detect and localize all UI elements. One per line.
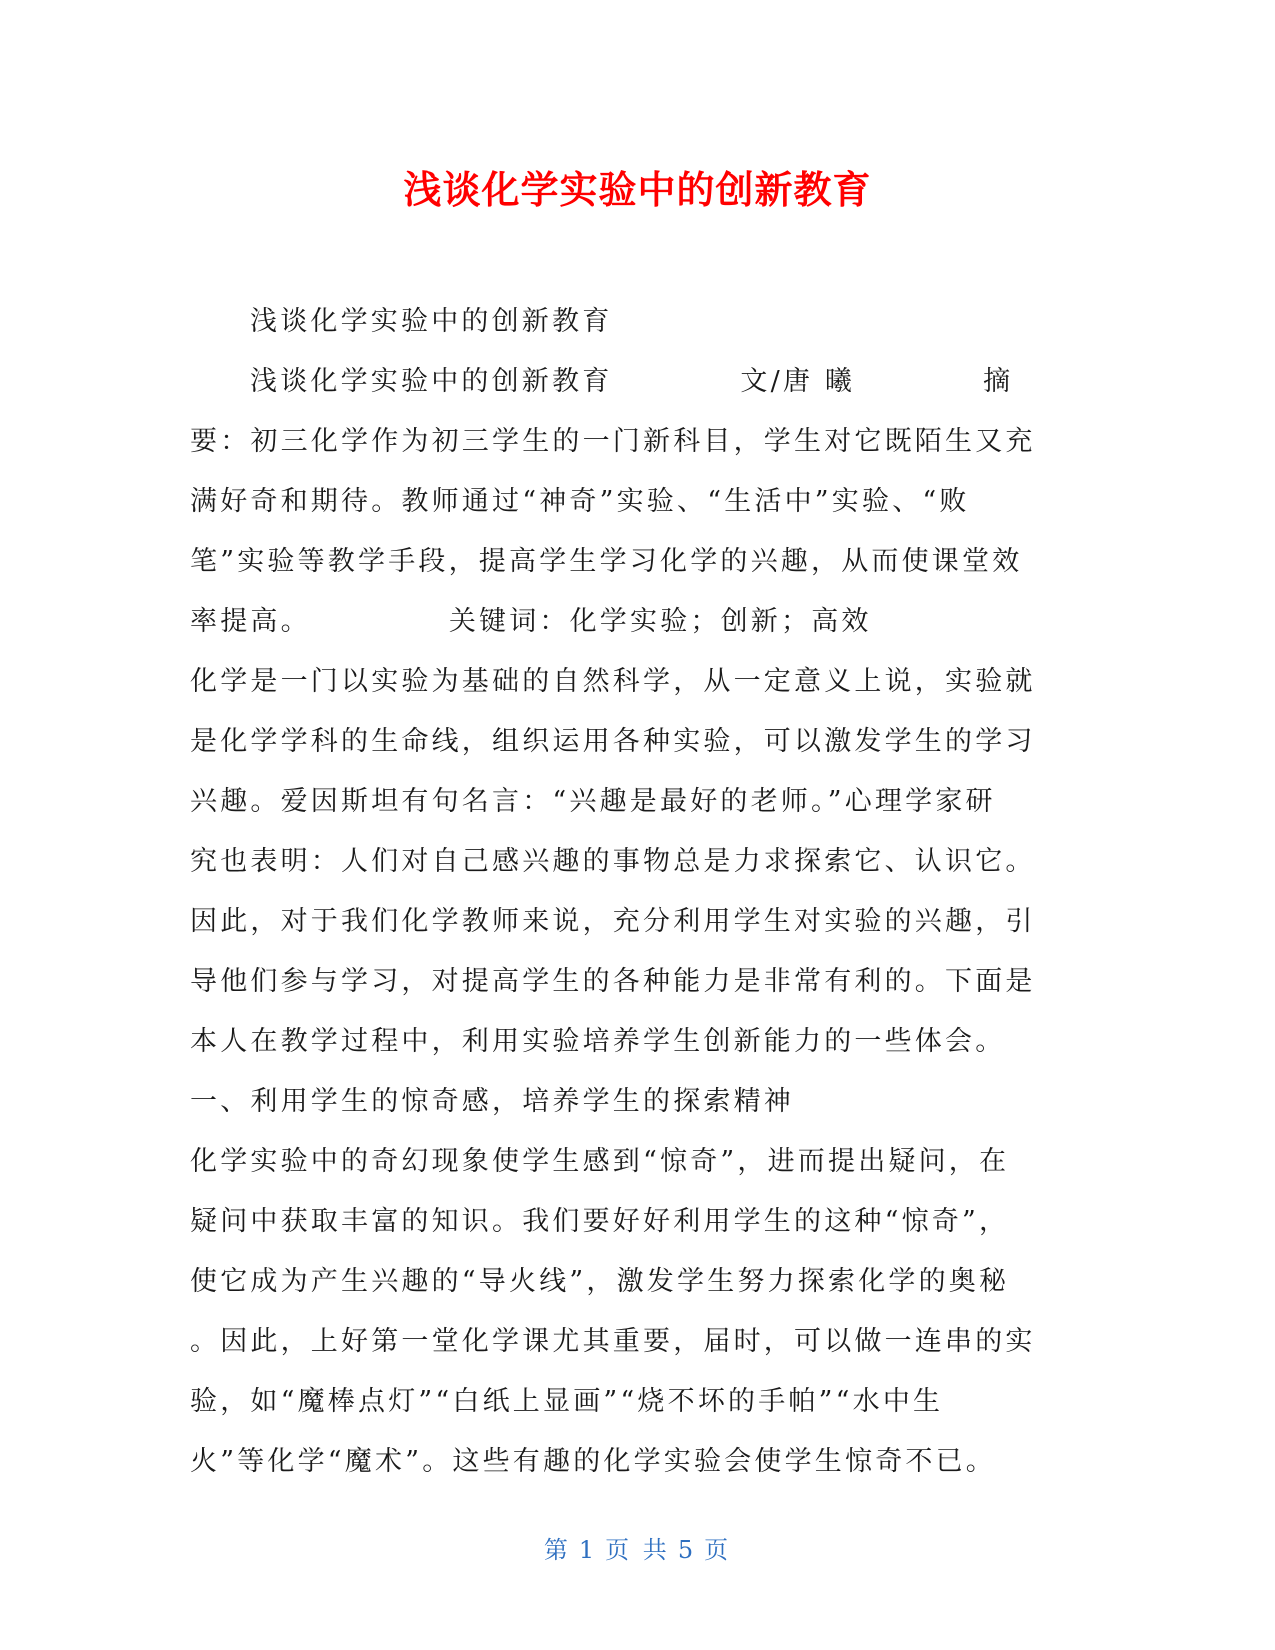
body-line-2 bbox=[190, 352, 1058, 412]
page-label-prefix: 第 bbox=[543, 1536, 571, 1564]
body-line-10: 究也表明：人们对自己感兴趣的事物总是力求探索它、认识它。 bbox=[190, 846, 1036, 877]
body-line-3: 要：初三化学作为初三学生的一门新科目，学生对它既陌生又充 bbox=[190, 426, 1036, 457]
section-heading-1: 一、利用学生的惊奇感，培养学生的探索精神 bbox=[190, 1086, 794, 1117]
document-body bbox=[190, 292, 1058, 1492]
body-line-15: 化学实验中的奇幻现象使学生感到“惊奇”，进而提出疑问，在 bbox=[190, 1146, 1010, 1177]
body-line-1: 浅谈化学实验中的创新教育 bbox=[250, 306, 613, 337]
body-line-9: 兴趣。爱因斯坦有句名言：“兴趣是最好的老师。”心理学家研 bbox=[190, 786, 996, 817]
abstract-label-start: 摘 bbox=[983, 366, 1014, 397]
body-line-5: 笔”实验等教学手段，提高学生学习化学的兴趣，从而使课堂效 bbox=[190, 546, 1023, 577]
body-line-16: 疑问中获取丰富的知识。我们要好好利用学生的这种“惊奇”， bbox=[190, 1206, 1010, 1237]
body-line-17: 使它成为产生兴趣的“导火线”，激发学生努力探索化学的奥秘 bbox=[190, 1266, 1010, 1297]
body-line-20: 火”等化学“魔术”。这些有趣的化学实验会使学生惊奇不已。 bbox=[190, 1446, 997, 1477]
body-line-7: 化学是一门以实验为基础的自然科学，从一定意义上说，实验就 bbox=[190, 666, 1036, 697]
body-line-18: 。因此，上好第一堂化学课尤其重要，届时，可以做一连串的实 bbox=[190, 1326, 1036, 1357]
page-total: 5 bbox=[677, 1536, 697, 1564]
body-line-12: 导他们参与学习，对提高学生的各种能力是非常有利的。下面是 bbox=[190, 966, 1036, 997]
page-footer bbox=[0, 1533, 1275, 1567]
page-label-mid: 页 共 bbox=[605, 1536, 670, 1564]
body-line-13: 本人在教学过程中，利用实验培养学生创新能力的一些体会。 bbox=[190, 1026, 1006, 1057]
page-current: 1 bbox=[578, 1536, 598, 1564]
body-line-6 bbox=[190, 592, 1058, 652]
abstract-end: 率提高。 bbox=[190, 606, 311, 637]
body-line-8: 是化学学科的生命线，组织运用各种实验，可以激发学生的学习 bbox=[190, 726, 1036, 757]
author-byline: 文/唐 曦 bbox=[740, 366, 856, 397]
article-title-repeat: 浅谈化学实验中的创新教育 bbox=[250, 366, 613, 397]
keywords: 关键词：化学实验；创新；高效 bbox=[448, 606, 872, 637]
body-line-11: 因此，对于我们化学教师来说，充分利用学生对实验的兴趣，引 bbox=[190, 906, 1036, 937]
page-label-suffix: 页 bbox=[704, 1536, 732, 1564]
body-line-19: 验，如“魔棒点灯”“白纸上显画”“烧不坏的手帕”“水中生 bbox=[190, 1386, 944, 1417]
body-line-4: 满好奇和期待。教师通过“神奇”实验、“生活中”实验、“败 bbox=[190, 486, 970, 517]
document-title: 浅谈化学实验中的创新教育 bbox=[403, 168, 872, 212]
